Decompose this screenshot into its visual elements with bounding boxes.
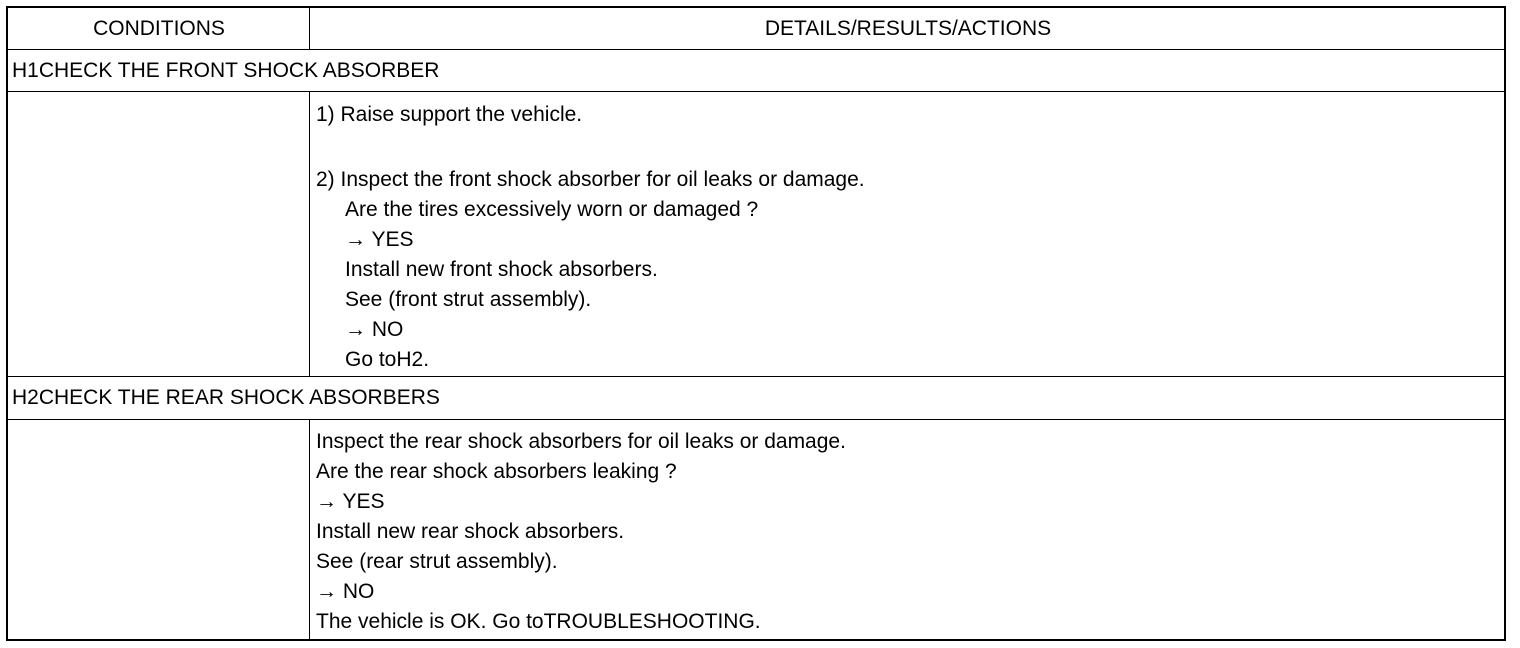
column-divider: [309, 91, 310, 376]
conditions-cell-h2: [8, 420, 308, 641]
diagnostic-table: [6, 6, 1506, 641]
yes-arrow: → YES: [345, 228, 414, 251]
step-2: 2) Inspect the front shock absorber for oil leaks or damage.: [316, 168, 865, 191]
no-arrow: → NO: [316, 580, 375, 603]
detail-line: See (rear strut assembly).: [316, 550, 558, 573]
step-1: 1) Raise support the vehicle.: [316, 103, 583, 126]
detail-line: Are the rear shock absorbers leaking ?: [316, 460, 677, 483]
section-title-h2: H2CHECK THE REAR SHOCK ABSORBERS: [12, 386, 440, 409]
header-details: DETAILS/RESULTS/ACTIONS: [764, 17, 1052, 40]
detail-line: Go toH2.: [345, 348, 430, 371]
detail-line: Are the tires excessively worn or damaged ?: [345, 198, 759, 221]
detail-line: Inspect the rear shock absorbers for oil leaks or damage.: [316, 430, 846, 453]
column-divider: [309, 8, 310, 49]
yes-arrow: → YES: [316, 490, 385, 513]
spacer: [316, 130, 865, 165]
column-divider: [309, 419, 310, 641]
detail-line: Install new front shock absorbers.: [345, 258, 658, 281]
conditions-cell-h1: [8, 92, 308, 376]
detail-line: The vehicle is OK. Go toTROUBLESHOOTING.: [316, 610, 761, 633]
section-title-h1: H1CHECK THE FRONT SHOCK ABSORBER: [12, 59, 440, 82]
details-cell-h1: [316, 100, 865, 375]
details-cell-h2: [316, 427, 846, 637]
detail-line: See (front strut assembly).: [345, 288, 592, 311]
no-arrow: → NO: [345, 318, 404, 341]
detail-line: Install new rear shock absorbers.: [316, 520, 625, 543]
header-conditions: CONDITIONS: [93, 17, 225, 40]
